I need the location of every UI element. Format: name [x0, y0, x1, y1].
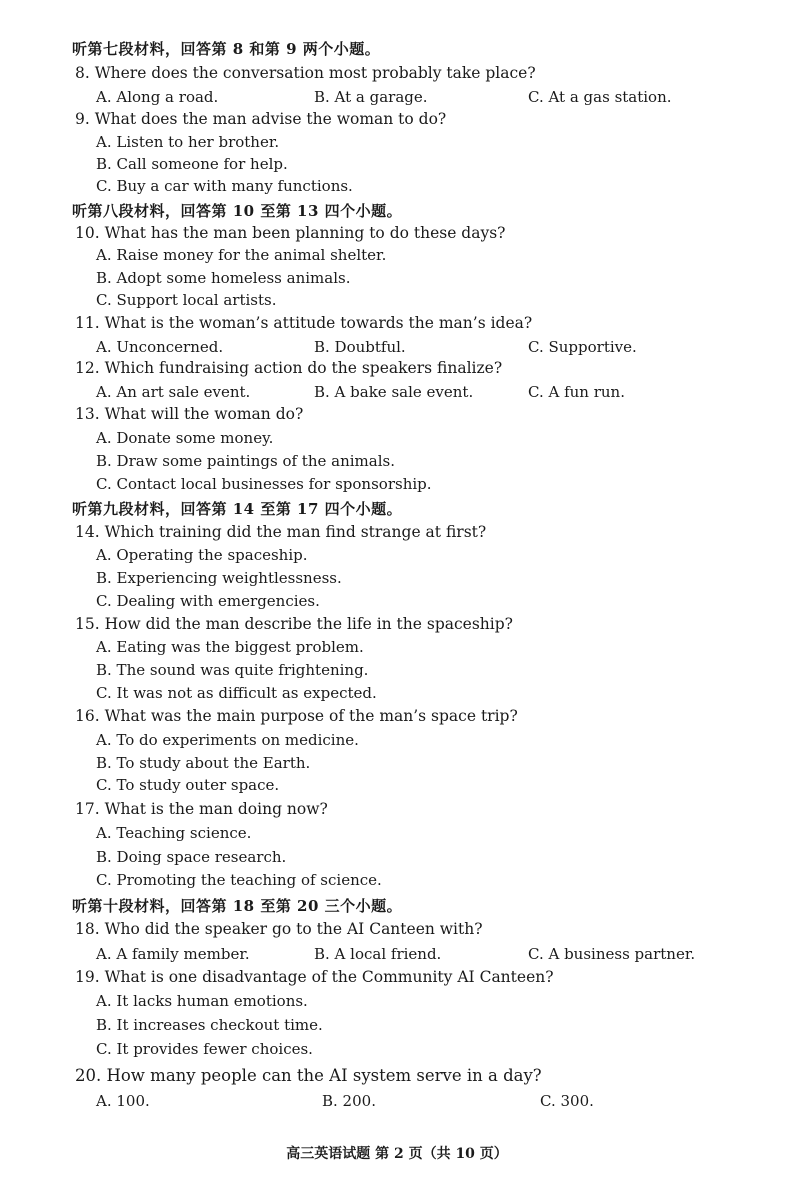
option-8b: B. At a garage. — [314, 88, 428, 106]
section-heading-8: 听第八段材料，回答第 10 至第 13 四个小题。 — [72, 202, 403, 220]
option-17b: B. Doing space research. — [96, 848, 287, 866]
question-16: 16. What was the main purpose of the man’s space trip? — [75, 707, 518, 725]
options-row-11 — [96, 338, 736, 360]
option-20a: A. 100. — [96, 1092, 150, 1110]
option-17c: C. Promoting the teaching of science. — [96, 871, 382, 889]
option-9c: C. Buy a car with many functions. — [96, 177, 353, 195]
option-12c: C. A fun run. — [528, 383, 625, 401]
option-19a: A. It lacks human emotions. — [96, 992, 308, 1010]
option-15a: A. Eating was the biggest problem. — [96, 638, 364, 656]
section-heading-10: 听第十段材料，回答第 18 至第 20 三个小题。 — [72, 897, 403, 915]
option-15b: B. The sound was quite frightening. — [96, 661, 369, 679]
options-row-18 — [96, 945, 736, 967]
options-row-12 — [96, 383, 736, 405]
question-20: 20. How many people can the AI system serve in a day? — [75, 1066, 542, 1085]
option-16c: C. To study outer space. — [96, 776, 280, 794]
question-19: 19. What is one disadvantage of the Community AI Canteen? — [75, 968, 554, 986]
option-11a: A. Unconcerned. — [96, 338, 224, 356]
option-19c: C. It provides fewer choices. — [96, 1040, 313, 1058]
option-16a: A. To do experiments on medicine. — [96, 731, 359, 749]
option-14b: B. Experiencing weightlessness. — [96, 569, 342, 587]
option-10b: B. Adopt some homeless animals. — [96, 269, 351, 287]
question-10: 10. What has the man been planning to do these days? — [75, 224, 506, 242]
question-11: 11. What is the woman’s attitude towards the man’s idea? — [75, 314, 533, 332]
option-12a: A. An art sale event. — [96, 383, 251, 401]
option-17a: A. Teaching science. — [96, 824, 252, 842]
question-18: 18. Who did the speaker go to the AI Canteen with? — [75, 920, 483, 938]
options-row-8 — [96, 88, 736, 110]
option-13b: B. Draw some paintings of the animals. — [96, 452, 395, 470]
option-8a: A. Along a road. — [96, 88, 219, 106]
option-10c: C. Support local artists. — [96, 291, 277, 309]
option-18a: A. A family member. — [96, 945, 250, 963]
question-17: 17. What is the man doing now? — [75, 800, 328, 818]
options-row-20 — [96, 1092, 736, 1114]
option-18c: C. A business partner. — [528, 945, 696, 963]
option-12b: B. A bake sale event. — [314, 383, 474, 401]
option-19b: B. It increases checkout time. — [96, 1016, 323, 1034]
section-heading-7: 听第七段材料，回答第 8 和第 9 两个小题。 — [72, 40, 381, 58]
option-10a: A. Raise money for the animal shelter. — [96, 246, 387, 264]
option-13c: C. Contact local businesses for sponsorship. — [96, 475, 432, 493]
option-15c: C. It was not as difficult as expected. — [96, 684, 377, 702]
option-16b: B. To study about the Earth. — [96, 754, 311, 772]
page-footer: 高三英语试题 第 2 页（共 10 页） — [286, 1146, 508, 1162]
option-14a: A. Operating the spaceship. — [96, 546, 308, 564]
question-12: 12. Which fundraising action do the speakers finalize? — [75, 359, 503, 377]
option-8c: C. At a gas station. — [528, 88, 672, 106]
question-15: 15. How did the man describe the life in the spaceship? — [75, 615, 513, 633]
option-20b: B. 200. — [322, 1092, 376, 1110]
option-20c: C. 300. — [540, 1092, 594, 1110]
section-heading-9: 听第九段材料，回答第 14 至第 17 四个小题。 — [72, 500, 403, 518]
question-13: 13. What will the woman do? — [75, 405, 304, 423]
option-18b: B. A local friend. — [314, 945, 442, 963]
option-11b: B. Doubtful. — [314, 338, 406, 356]
option-14c: C. Dealing with emergencies. — [96, 592, 320, 610]
option-11c: C. Supportive. — [528, 338, 637, 356]
option-9b: B. Call someone for help. — [96, 155, 288, 173]
question-9: 9. What does the man advise the woman to do? — [75, 110, 447, 128]
option-9a: A. Listen to her brother. — [96, 133, 280, 151]
question-14: 14. Which training did the man find strange at first? — [75, 523, 487, 541]
option-13a: A. Donate some money. — [96, 429, 274, 447]
question-8: 8. Where does the conversation most probably take place? — [75, 64, 536, 82]
